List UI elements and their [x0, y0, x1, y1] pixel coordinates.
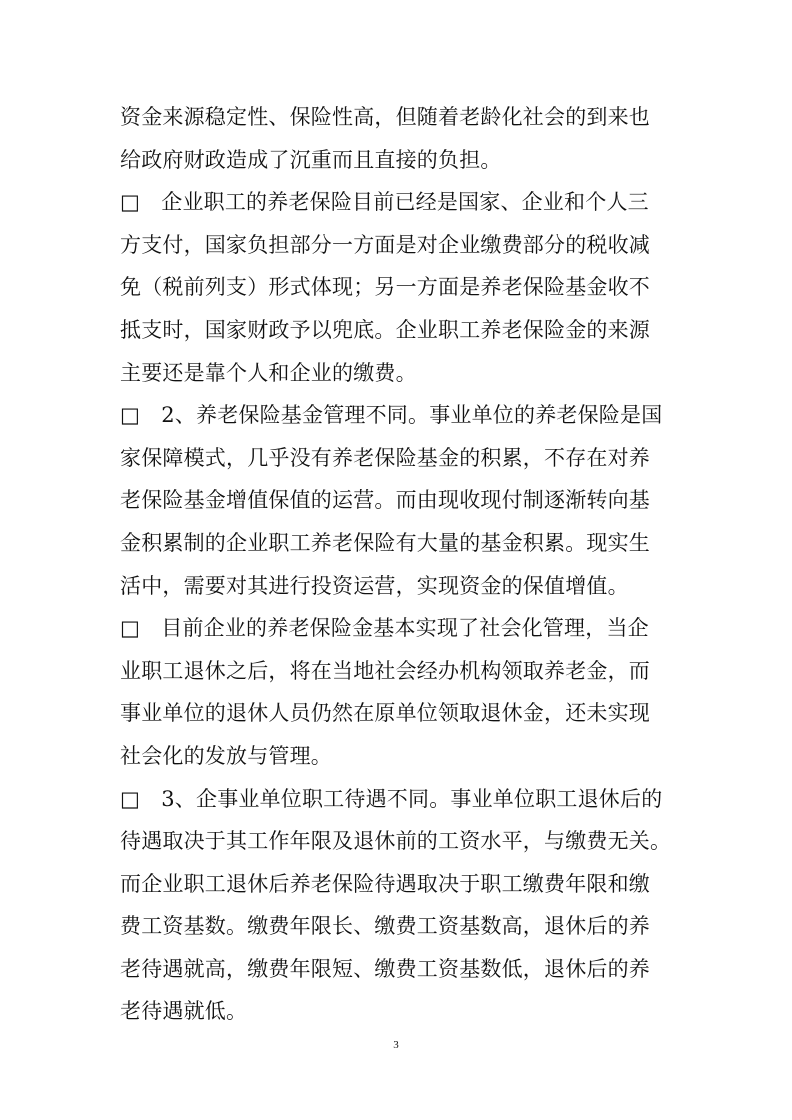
- text-line: 老待遇就高，缴费年限短、缴费工资基数低，退休后的养: [120, 956, 650, 981]
- text-line: 活中，需要对其进行投资运营，实现资金的保值增值。: [120, 573, 629, 598]
- text-line: 方支付，国家负担部分一方面是对企业缴费部分的税收减: [120, 232, 650, 257]
- text-line: 抵支时，国家财政予以兜底。企业职工养老保险金的来源: [120, 317, 650, 342]
- text-line: 资金来源稳定性、保险性高，但随着老龄化社会的到来也: [120, 105, 650, 129]
- text-line: 而企业职工退休后养老保险待遇取决于职工缴费年限和缴: [120, 871, 650, 896]
- text-line: 老待遇就低。: [120, 999, 248, 1024]
- text-line: □ 2、养老保险基金管理不同。事业单位的养老保险是国: [120, 403, 663, 428]
- text-line: 免（税前列支）形式体现；另一方面是养老保险基金收不: [120, 275, 650, 300]
- text-line: 给政府财政造成了沉重而且直接的负担。: [120, 147, 502, 172]
- text-line: 老保险基金增值保值的运营。而由现收现付制逐渐转向基: [120, 488, 650, 513]
- text-line: □ 3、企事业单位职工待遇不同。事业单位职工退休后的: [120, 786, 663, 811]
- body-text: [120, 96, 680, 1033]
- text-line: 事业单位的退休人员仍然在原单位领取退休金，还未实现: [120, 701, 650, 726]
- text-line: 待遇取决于其工作年限及退休前的工资水平，与缴费无关。: [120, 829, 672, 854]
- text-line: 家保障模式，几乎没有养老保险基金的积累，不存在对养: [120, 445, 650, 470]
- text-line: 费工资基数。缴费年限长、缴费工资基数高，退休后的养: [120, 914, 650, 939]
- text-line: □ 企业职工的养老保险目前已经是国家、企业和个人三: [120, 190, 649, 215]
- text-line: 主要还是靠个人和企业的缴费。: [120, 360, 417, 385]
- text-line: 社会化的发放与管理。: [120, 743, 332, 768]
- page-number: 3: [393, 1039, 399, 1051]
- text-line: 业职工退休之后，将在当地社会经办机构领取养老金，而: [120, 658, 650, 683]
- text-line: □ 目前企业的养老保险金基本实现了社会化管理，当企: [120, 616, 649, 641]
- text-line: 金积累制的企业职工养老保险有大量的基金积累。现实生: [120, 530, 650, 555]
